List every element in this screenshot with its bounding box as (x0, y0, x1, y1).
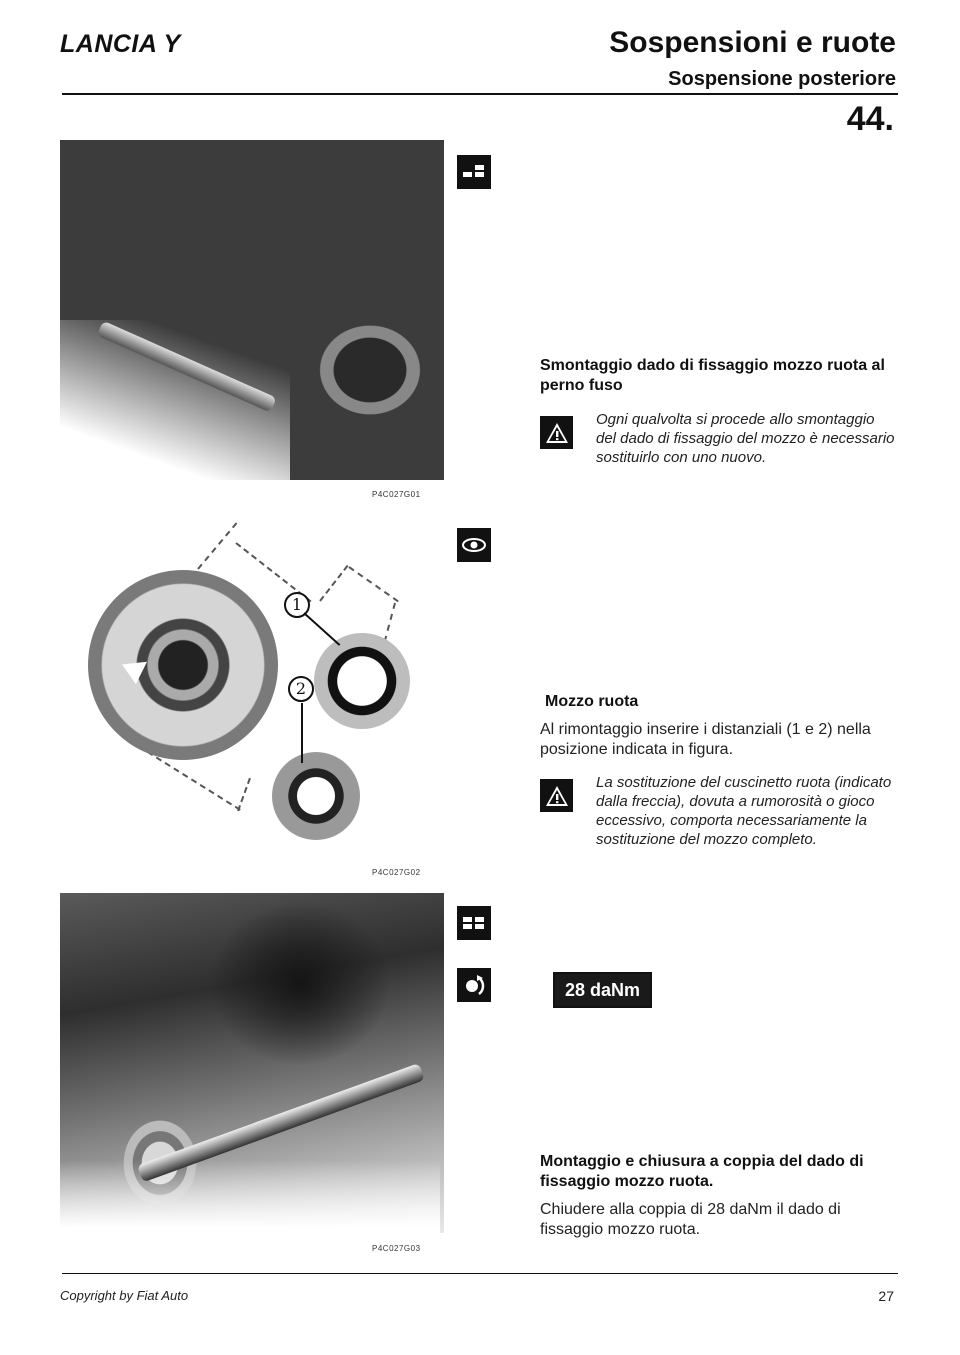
page-number: 27 (878, 1288, 894, 1304)
footer-divider (62, 1273, 898, 1274)
figure-3-code: P4C027G03 (372, 1244, 421, 1253)
smontaggio-heading: Smontaggio dado di fissaggio mozzo ruota al perno fuso (540, 357, 885, 394)
montaggio-heading: Montaggio e chiusura a coppia del dado di fissaggio mozzo ruota. (540, 1153, 864, 1190)
smontaggio-note: Ogni qualvolta si procede allo smontaggio del dado di fissaggio del mozzo è necessario sostituirlo con uno nuovo. (596, 411, 895, 466)
mozzo-note: La sostituzione del cuscinetto ruota (indicato dalla freccia), dovuta a rumorosità o gioco eccessivo, comporta necessariamente la sostituzione del mozzo completo. (596, 774, 892, 848)
figure-3-fade (60, 1160, 440, 1240)
page-code: 44. (846, 100, 894, 138)
disassembly-icon (457, 155, 491, 189)
mozzo-body: Al rimontaggio inserire i distanziali (1 e 2) nella posizione indicata in figura. (540, 721, 871, 758)
spacer-ring-2 (272, 752, 360, 840)
inspection-eye-icon (457, 528, 491, 562)
callout-2-leader (301, 703, 303, 763)
figure-1-code: P4C027G01 (372, 490, 421, 499)
chapter-title: Sospensioni e ruote (609, 26, 896, 59)
warning-icon (540, 779, 573, 812)
torque-value-badge: 28 daNm (553, 972, 652, 1008)
mozzo-heading: Mozzo ruota (545, 693, 639, 710)
header-divider (62, 93, 898, 95)
brand-title: LANCIA Y (60, 30, 181, 58)
assembly-icon (457, 906, 491, 940)
warning-icon (540, 416, 573, 449)
montaggio-body: Chiudere alla coppia di 28 daNm il dado di fissaggio mozzo ruota. (540, 1201, 841, 1238)
section-title: Sospensione posteriore (668, 68, 896, 90)
torque-wrench-icon (457, 968, 491, 1002)
callout-1: 1 (284, 592, 310, 618)
copyright: Copyright by Fiat Auto (60, 1288, 189, 1303)
spacer-ring-1 (314, 633, 410, 729)
figure-2-code: P4C027G02 (372, 868, 421, 877)
wheel-hub (88, 570, 278, 760)
callout-2: 2 (288, 676, 314, 702)
